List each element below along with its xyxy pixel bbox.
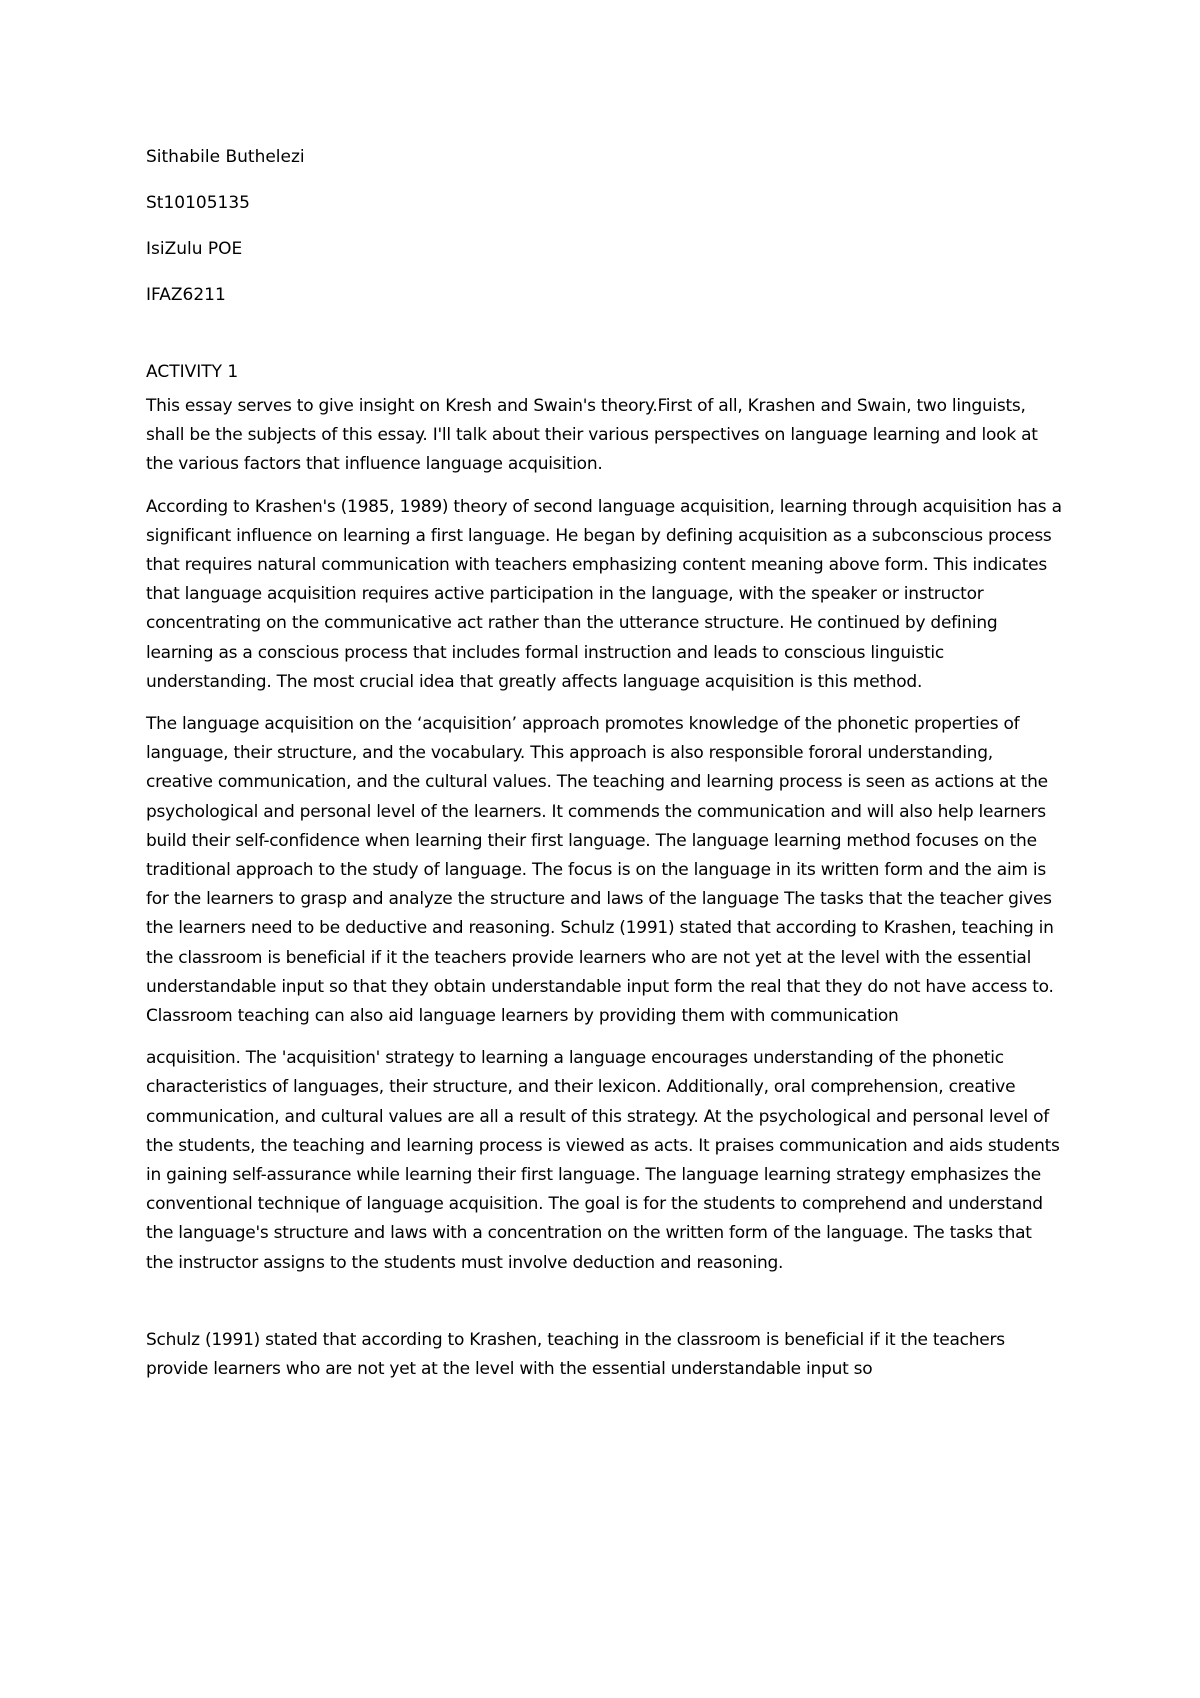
paragraph-krashen-theory: According to Krashen's (1985, 1989) theory of second language acquisition, learning through acquisition has a significant influence on learning a first language. He began by defining acquisition as a subconscious process that requires natural communication with teachers emphasizing content meaning above form. This indicates that language acquisition requires active participation in the language, with the speaker or instructor concentrating on the communicative act rather than the utterance structure. He continued by defining learning as a conscious process that includes formal instruction and leads to conscious linguistic understanding. The most crucial idea that greatly affects language acquisition is this method. xyxy=(146,496,1062,692)
paragraph-acquisition-strategy: acquisition. The 'acquisition' strategy to learning a language encourages understanding of the phonetic characteristics of languages, their structure, and their lexicon. Additionally, oral comprehension, creative communication, and cultural values are all a result of this strategy. At the psychological and personal level of the students, the teaching and learning process is viewed as acts. It praises communication and aids students in gaining self-assurance while learning their first language. The language learning strategy emphasizes the conventional technique of language acquisition. The goal is for the students to comprehend and understand the language's structure and laws with a concentration on the written form of the language. The tasks that the instructor assigns to the students must involve deduction and reasoning. xyxy=(146,1048,1060,1273)
paragraph-intro: This essay serves to give insight on Kresh and Swain's theory.First of all, Krashen and Swain, two linguists, shall be the subjects of this essay. I'll talk about their various perspectives on language learning and look at the various factors that influence language acquisition. xyxy=(146,396,1038,475)
student-number: St10105135 xyxy=(146,193,250,213)
module-title: IsiZulu POE xyxy=(146,239,243,259)
module-code: IFAZ6211 xyxy=(146,285,226,305)
paragraph-schulz: Schulz (1991) stated that according to Krashen, teaching in the classroom is beneficial if it the teachers provide learners who are not yet at the level with the essential understandable input so xyxy=(146,1329,1005,1380)
activity-heading: ACTIVITY 1 xyxy=(146,362,239,382)
paragraph-acquisition-approach: The language acquisition on the ‘acquisition’ approach promotes knowledge of the phonetic properties of language, their structure, and the vocabulary. This approach is also responsible fororal understanding, creative communication, and the cultural values. The teaching and learning process is seen as actions at the psychological and personal level of the learners. It commends the communication and will also help learners build their self-confidence when learning their first language. The language learning method focuses on the traditional approach to the study of language. The focus is on the language in its written form and the aim is for the learners to grasp and analyze the structure and laws of the language The tasks that the teacher gives the learners need to be deductive and reasoning. Schulz (1991) stated that according to Krashen, teaching in the classroom is beneficial if it the teachers provide learners who are not yet at the level with the essential understandable input so that they obtain understandable input form the real that they do not have access to. Classroom teaching can also aid language learners by providing them with communication xyxy=(146,714,1054,1027)
document-body xyxy=(146,146,1062,1397)
student-name: Sithabile Buthelezi xyxy=(146,147,305,167)
